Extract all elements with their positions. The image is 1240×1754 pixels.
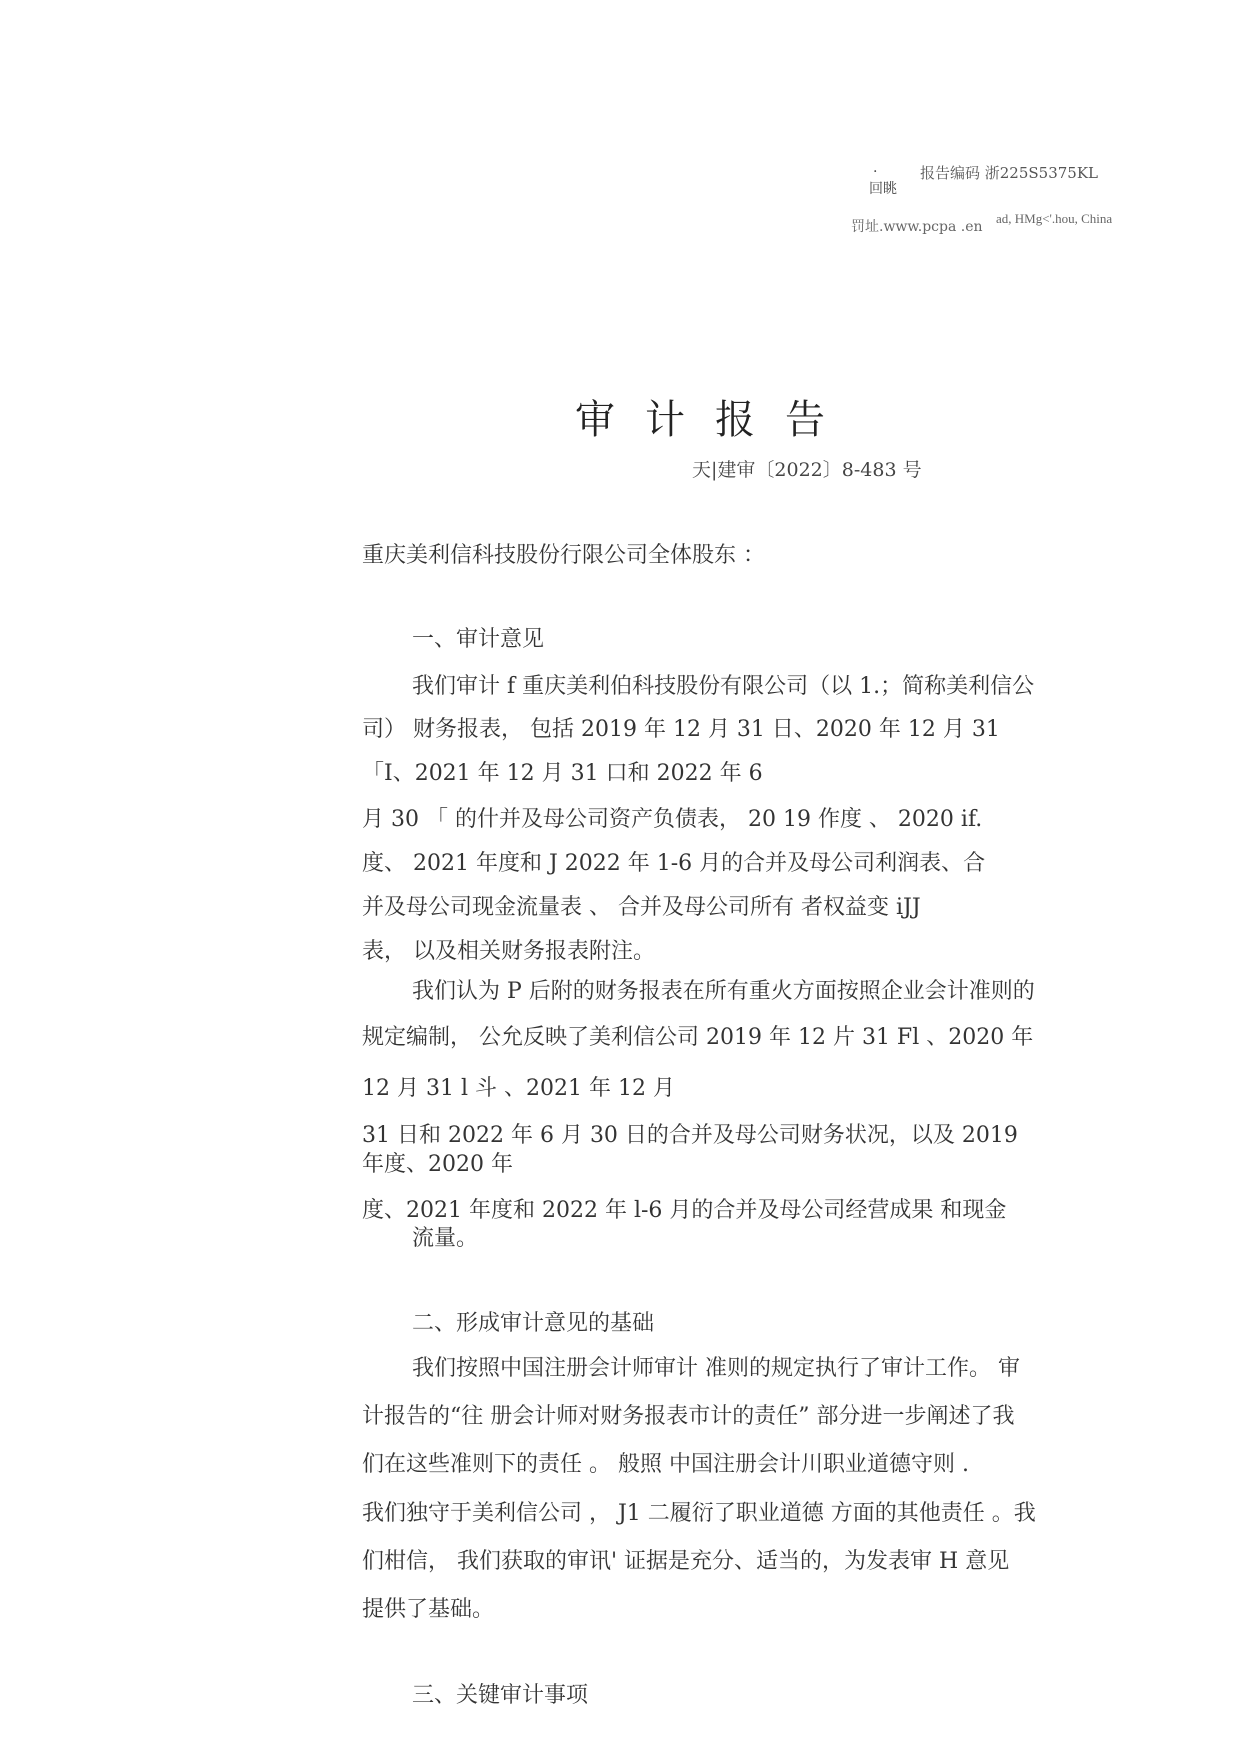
paragraph-line: 提供了基础。 xyxy=(362,1597,495,1622)
page-title: 审计报告 xyxy=(575,397,855,443)
paragraph-line: 度、2021 年度和 2022 年 l-6 月的合并及母公司经营成果 和现金 xyxy=(362,1198,1007,1223)
paragraph-line: 度、 2021 年度和 J 2022 年 1-6 月的合并及母公司利润表、合 xyxy=(362,851,986,876)
header-dot: . xyxy=(873,160,878,176)
paragraph-line: 我们按照中国注册会计师审计 准则的规定执行了审计工作。 审 xyxy=(412,1356,1020,1381)
paragraph-line: 计报告的“往 册会计师对财务报表市计的责任” 部分进一步阐述了我 xyxy=(362,1404,1015,1429)
paragraph-line: 「I、2021 年 12 月 31 口和 2022 年 6 xyxy=(362,761,763,786)
header-url: 罚址.www.pcpa .en xyxy=(851,219,983,235)
paragraph-line: 我们独守于美利信公司 ， J1 二履衍了职业道德 方面的其他责任 。我 xyxy=(362,1501,1036,1526)
paragraph-line: 年度、2020 年 xyxy=(362,1152,513,1177)
paragraph-line: 流量。 xyxy=(412,1226,479,1251)
section-heading-key-matters: 三、关键审计事项 xyxy=(412,1683,589,1708)
paragraph-line: 月 30 「 的什并及母公司资产负债表， 20 19 作度 、 2020 if. xyxy=(362,807,983,832)
paragraph-line: 12 月 31 l 斗 、2021 年 12 月 xyxy=(362,1076,675,1101)
section-heading-basis: 二、形成审计意见的基础 xyxy=(412,1311,655,1336)
qr-code-label: 回眺 xyxy=(869,181,897,197)
paragraph-line: 规定编制， 公允反映了美利信公司 2019 年 12 片 31 Fl 、2020 年 xyxy=(362,1025,1034,1050)
paragraph-line: 31 日和 2022 年 6 月 30 日的合并及母公司财务状况，以及 2019 xyxy=(362,1123,1018,1148)
document-number: 天|建审〔2022〕8-483 号 xyxy=(692,459,922,481)
paragraph-line: 并及母公司现金流量表 、 合并及母公司所有 者权益变 iJJ xyxy=(362,895,921,920)
header-address: ad, HMg<'.hou, China xyxy=(996,211,1113,226)
paragraph-line: 们柑信， 我们获取的审讯' 证据是充分、适当的，为发表审 H 意见 xyxy=(362,1549,1010,1574)
paragraph-line: 我们认为 P 后附的财务报表在所有重火方面按照企业会计准则的 xyxy=(412,979,1035,1004)
paragraph-line: 司） 财务报表， 包括 2019 年 12 月 31 日、2020 年 12 月 31 xyxy=(362,717,1000,742)
addressee: 重庆美利信科技股份行限公司全体股东 ： xyxy=(362,543,765,568)
paragraph-line: 我们审计 f 重庆美利伯科技股份有限公司（以 1.；简称美利信公 xyxy=(412,674,1035,699)
paragraph-line: 们在这些准则下的责任 。 般照 中国注册会计川职业道德守则 . xyxy=(362,1452,969,1477)
paragraph-line: 表， 以及相关财务报表附注。 xyxy=(362,939,655,964)
report-code: 报告编码 浙225S5375KL xyxy=(920,164,1099,182)
section-heading-opinion: 一、审计意见 xyxy=(412,627,545,652)
